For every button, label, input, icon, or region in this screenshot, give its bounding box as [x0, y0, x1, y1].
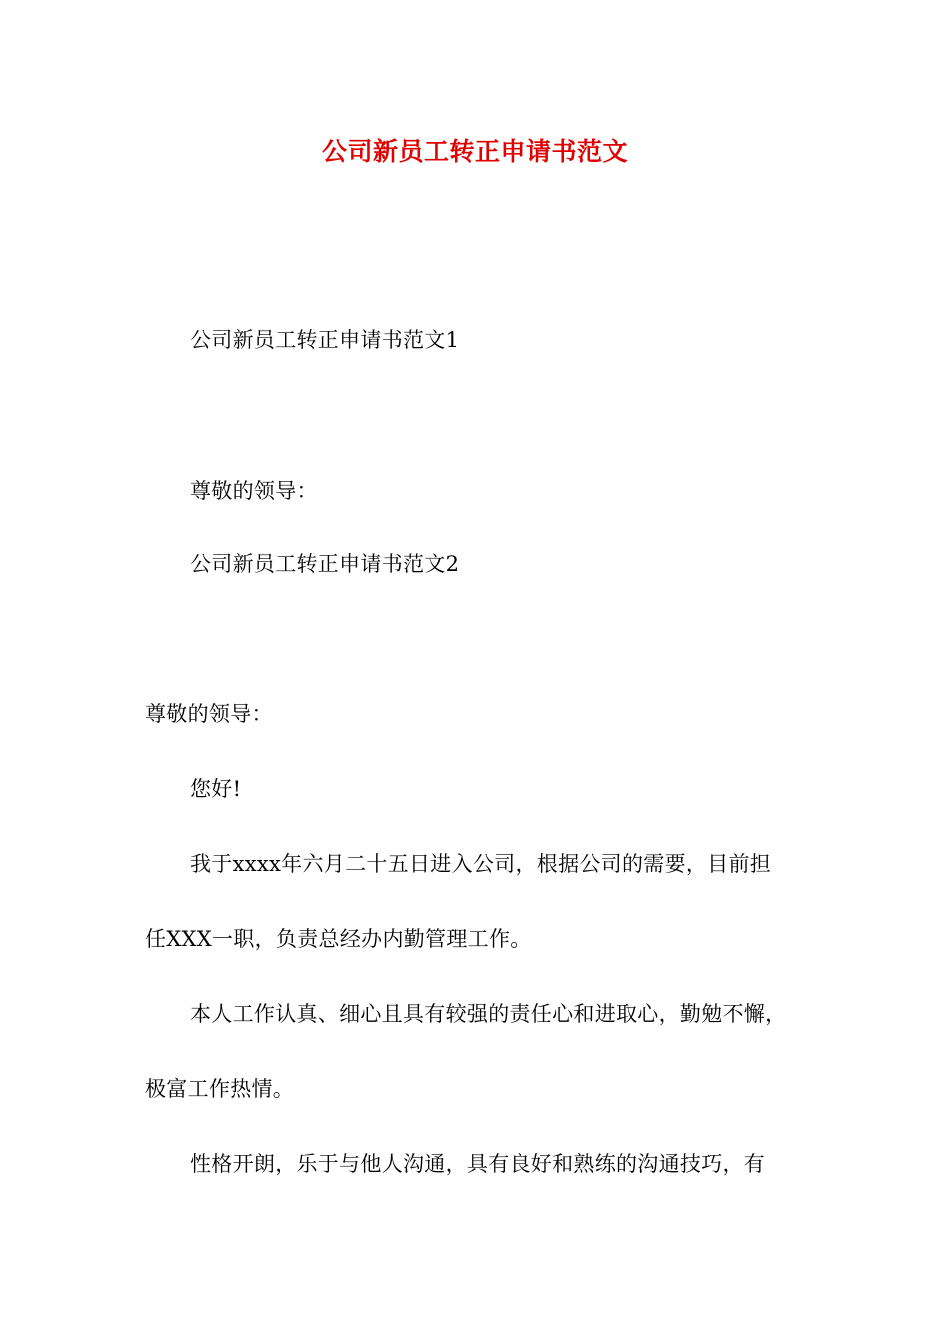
- section-heading-2: 公司新员工转正申请书范文2: [190, 552, 460, 576]
- section-heading-1: 公司新员工转正申请书范文1: [190, 328, 460, 352]
- body-paragraph-3-line-1: 性格开朗，乐于与他人沟通，具有良好和熟练的沟通技巧，有: [190, 1152, 766, 1176]
- body-paragraph-2-line-2: 极富工作热情。: [145, 1077, 295, 1101]
- salutation-1: 尊敬的领导：: [190, 479, 318, 503]
- document-title: 公司新员工转正申请书范文: [321, 137, 628, 166]
- greeting-line: 您好!: [190, 777, 242, 801]
- salutation-2: 尊敬的领导：: [145, 702, 273, 726]
- body-paragraph-1-line-1: 我于xxxx年六月二十五日进入公司，根据公司的需要，目前担: [190, 852, 772, 876]
- body-paragraph-2-line-1: 本人工作认真、细心且具有较强的责任心和进取心，勤勉不懈，: [190, 1002, 787, 1026]
- body-paragraph-1-line-2: 任XXX一职，负责总经办内勤管理工作。: [145, 927, 532, 951]
